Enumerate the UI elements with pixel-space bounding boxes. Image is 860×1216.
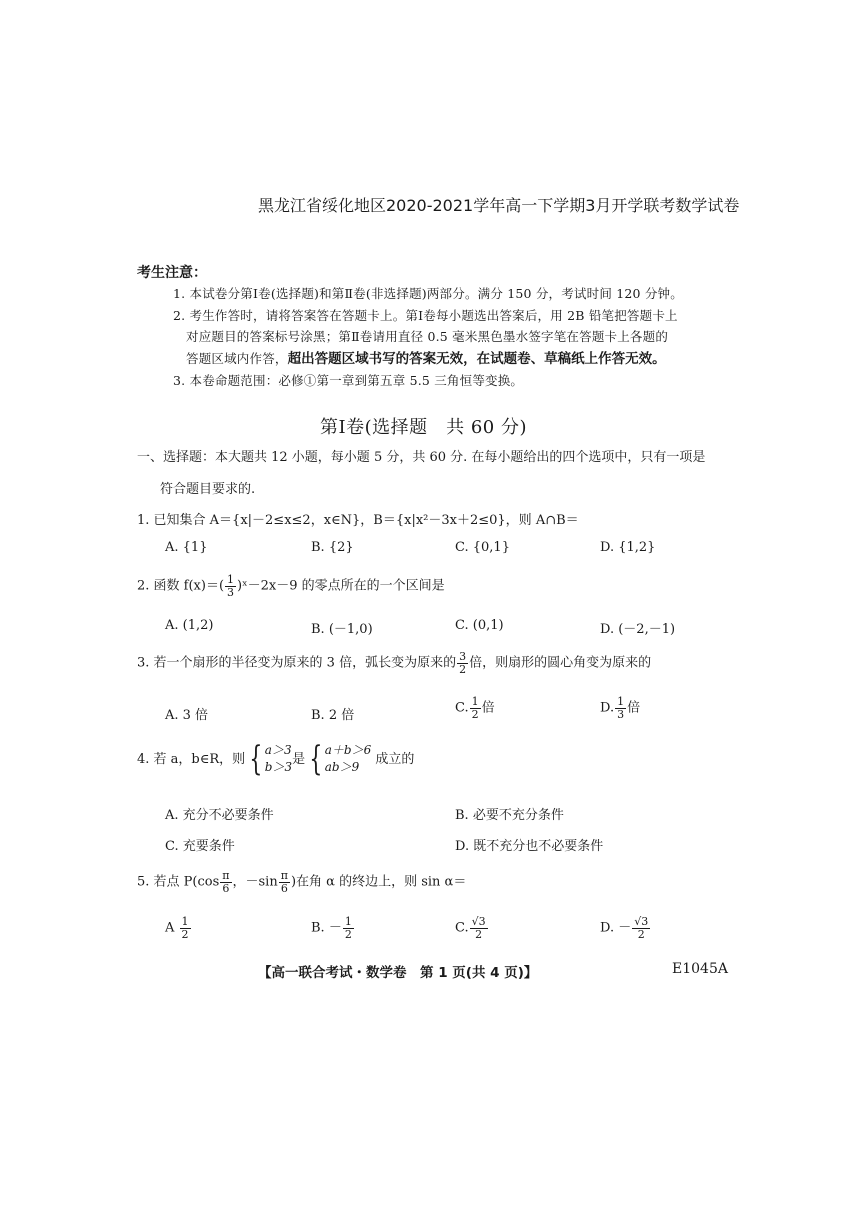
q5-option-d-label: D. － [600, 920, 632, 936]
notice-item-2-end-a: 答题区域内作答， [186, 351, 288, 366]
q1-stem: 1. 已知集合 A＝{x|－2≤x≤2，x∈N}，B＝{x|x²－3x＋2≤0}，则 A∩B＝ [137, 513, 579, 528]
q5-option-c [455, 916, 489, 940]
q5-option-d-num: √3 [634, 915, 649, 928]
q5-option-a-num: 1 [181, 915, 189, 928]
q3-stem [137, 651, 651, 675]
q4-sys1-line2: b＞3 [264, 760, 293, 775]
section-intro-line1: 一、选择题：本大题共 12 小题，每小题 5 分，共 60 分. 在每小题给出的四个选项中，只有一项是 [137, 450, 706, 465]
q3-frac-den: 2 [459, 662, 467, 676]
q5-option-c-label: C. [455, 920, 469, 936]
notice-item-2-warning: 超出答题区域书写的答案无效，在试题卷、草稿纸上作答无效。 [287, 351, 666, 367]
q4-sys2-line2: ab＞9 [324, 760, 360, 775]
q5-frac-1-den: 6 [222, 881, 230, 895]
notice-item-2-cont: 对应题目的答案标号涂黑；第Ⅱ卷请用直径 0.5 毫米黑色墨水签字笔在答题卡上各题的 [186, 329, 669, 344]
notice-item-1: 1. 本试卷分第Ⅰ卷(选择题)和第Ⅱ卷(非选择题)两部分。满分 150 分，考试时间 120 分钟。 [173, 286, 683, 301]
q5-frac-2-num: π [280, 869, 288, 882]
q3-option-c-unit: 倍 [481, 700, 495, 716]
q4-stem-pre: 4. 若 a，b∈R，则 [137, 751, 246, 767]
q2-option-b: B. (－1,0) [311, 622, 373, 637]
q4-stem-post: 成立的 [375, 751, 415, 767]
q3-stem-pre: 3. 若一个扇形的半径变为原来的 3 倍，弧长变为原来的 [137, 655, 457, 671]
q3-option-c-frac [470, 696, 481, 720]
q1-option-c: C. {0,1} [455, 540, 510, 555]
page-footer: 【高一联合考试・数学卷 第 1 页(共 4 页)】 [258, 965, 538, 981]
q5-stem-mid: ，－sin [232, 874, 278, 890]
q5-option-a-den: 2 [181, 927, 189, 941]
notice-item-3: 3. 本卷命题范围：必修①第一章到第五章 5.5 三角恒等变换。 [173, 373, 524, 388]
q4-sys1-line1: a＞3 [264, 743, 292, 757]
q5-option-a-frac [180, 916, 191, 940]
q5-frac-2-den: 6 [280, 881, 288, 895]
q2-stem [137, 574, 445, 598]
q3-option-c [455, 696, 495, 720]
q4-option-b: B. 必要不充分条件 [455, 808, 564, 823]
q1-option-a: A. {1} [165, 540, 208, 555]
q5-option-a [165, 916, 192, 940]
q5-stem-post: )在角 α 的终边上，则 sin α＝ [290, 874, 467, 890]
q5-option-c-num: √3 [471, 915, 486, 928]
q5-option-b-frac [343, 916, 354, 940]
left-brace-icon: { [309, 739, 323, 780]
q3-option-d-label: D. [600, 700, 615, 716]
q4-stem [137, 739, 415, 780]
notice-item-2: 2. 考生作答时，请将答案答在答题卡上。第Ⅰ卷每小题选出答案后，用 2B 铅笔把答题卡上 [173, 308, 678, 323]
q4-system-2 [305, 739, 372, 780]
q5-option-a-label: A [165, 920, 175, 936]
q3-option-d-den: 3 [617, 707, 625, 721]
q3-option-a: A. 3 倍 [165, 708, 209, 723]
notice-heading: 考生注意： [137, 265, 207, 281]
left-brace-icon: { [249, 739, 263, 780]
q5-option-d-den: 2 [637, 927, 645, 941]
section-heading: 第Ⅰ卷(选择题 共 60 分) [320, 417, 528, 438]
q5-stem [137, 870, 466, 894]
q2-fraction [225, 574, 236, 598]
exam-code: E1045A [672, 961, 728, 977]
q3-stem-post: 倍，则扇形的圆心角变为原来的 [469, 655, 652, 671]
q4-option-d: D. 既不充分也不必要条件 [455, 839, 604, 854]
q5-option-b-num: 1 [344, 915, 352, 928]
q2-stem-pre: 2. 函数 f(x)＝( [137, 578, 225, 594]
q3-option-c-num: 1 [471, 695, 479, 708]
q5-option-d [600, 916, 651, 940]
q1-option-d: D. {1,2} [600, 540, 656, 555]
notice-item-2-end [186, 347, 666, 367]
q3-option-d [600, 696, 640, 720]
q3-option-d-frac [615, 696, 626, 720]
q2-option-a: A. (1,2) [165, 618, 214, 633]
q2-stem-post: )ˣ－2x－9 的零点所在的一个区间是 [237, 578, 445, 594]
q3-option-d-unit: 倍 [627, 700, 641, 716]
q4-sys2-line1: a＋b＞6 [324, 743, 372, 757]
q4-option-c: C. 充要条件 [165, 839, 235, 854]
q1-option-b: B. {2} [311, 540, 354, 555]
q4-option-a: A. 充分不必要条件 [165, 808, 274, 823]
q5-stem-pre: 5. 若点 P(cos [137, 874, 220, 890]
q5-option-b-den: 2 [344, 927, 352, 941]
section-intro-line2: 符合题目要求的. [160, 482, 256, 497]
exam-title: 黑龙江省绥化地区2020-2021学年高一下学期3月开学联考数学试卷 [258, 196, 740, 215]
q3-option-d-num: 1 [617, 695, 625, 708]
q3-option-b: B. 2 倍 [311, 708, 355, 723]
q3-option-c-den: 2 [471, 707, 479, 721]
q2-frac-den: 3 [227, 585, 235, 599]
q5-option-b-label: B. － [311, 920, 342, 936]
q2-frac-num: 1 [227, 573, 235, 586]
q2-option-c: C. (0,1) [455, 618, 504, 633]
q4-system-1 [245, 739, 293, 780]
q3-fraction [457, 651, 468, 675]
q5-frac-1 [220, 870, 231, 894]
q5-frac-2 [279, 870, 290, 894]
q5-option-c-den: 2 [475, 927, 483, 941]
q5-option-c-frac [470, 916, 488, 940]
q5-frac-1-num: π [222, 869, 230, 882]
q5-option-b [311, 916, 355, 940]
q4-stem-mid: 是 [292, 751, 306, 767]
q2-option-d: D. (－2,－1) [600, 622, 676, 637]
q3-frac-num: 3 [459, 650, 467, 663]
q3-option-c-label: C. [455, 700, 469, 716]
q5-option-d-frac [632, 916, 650, 940]
